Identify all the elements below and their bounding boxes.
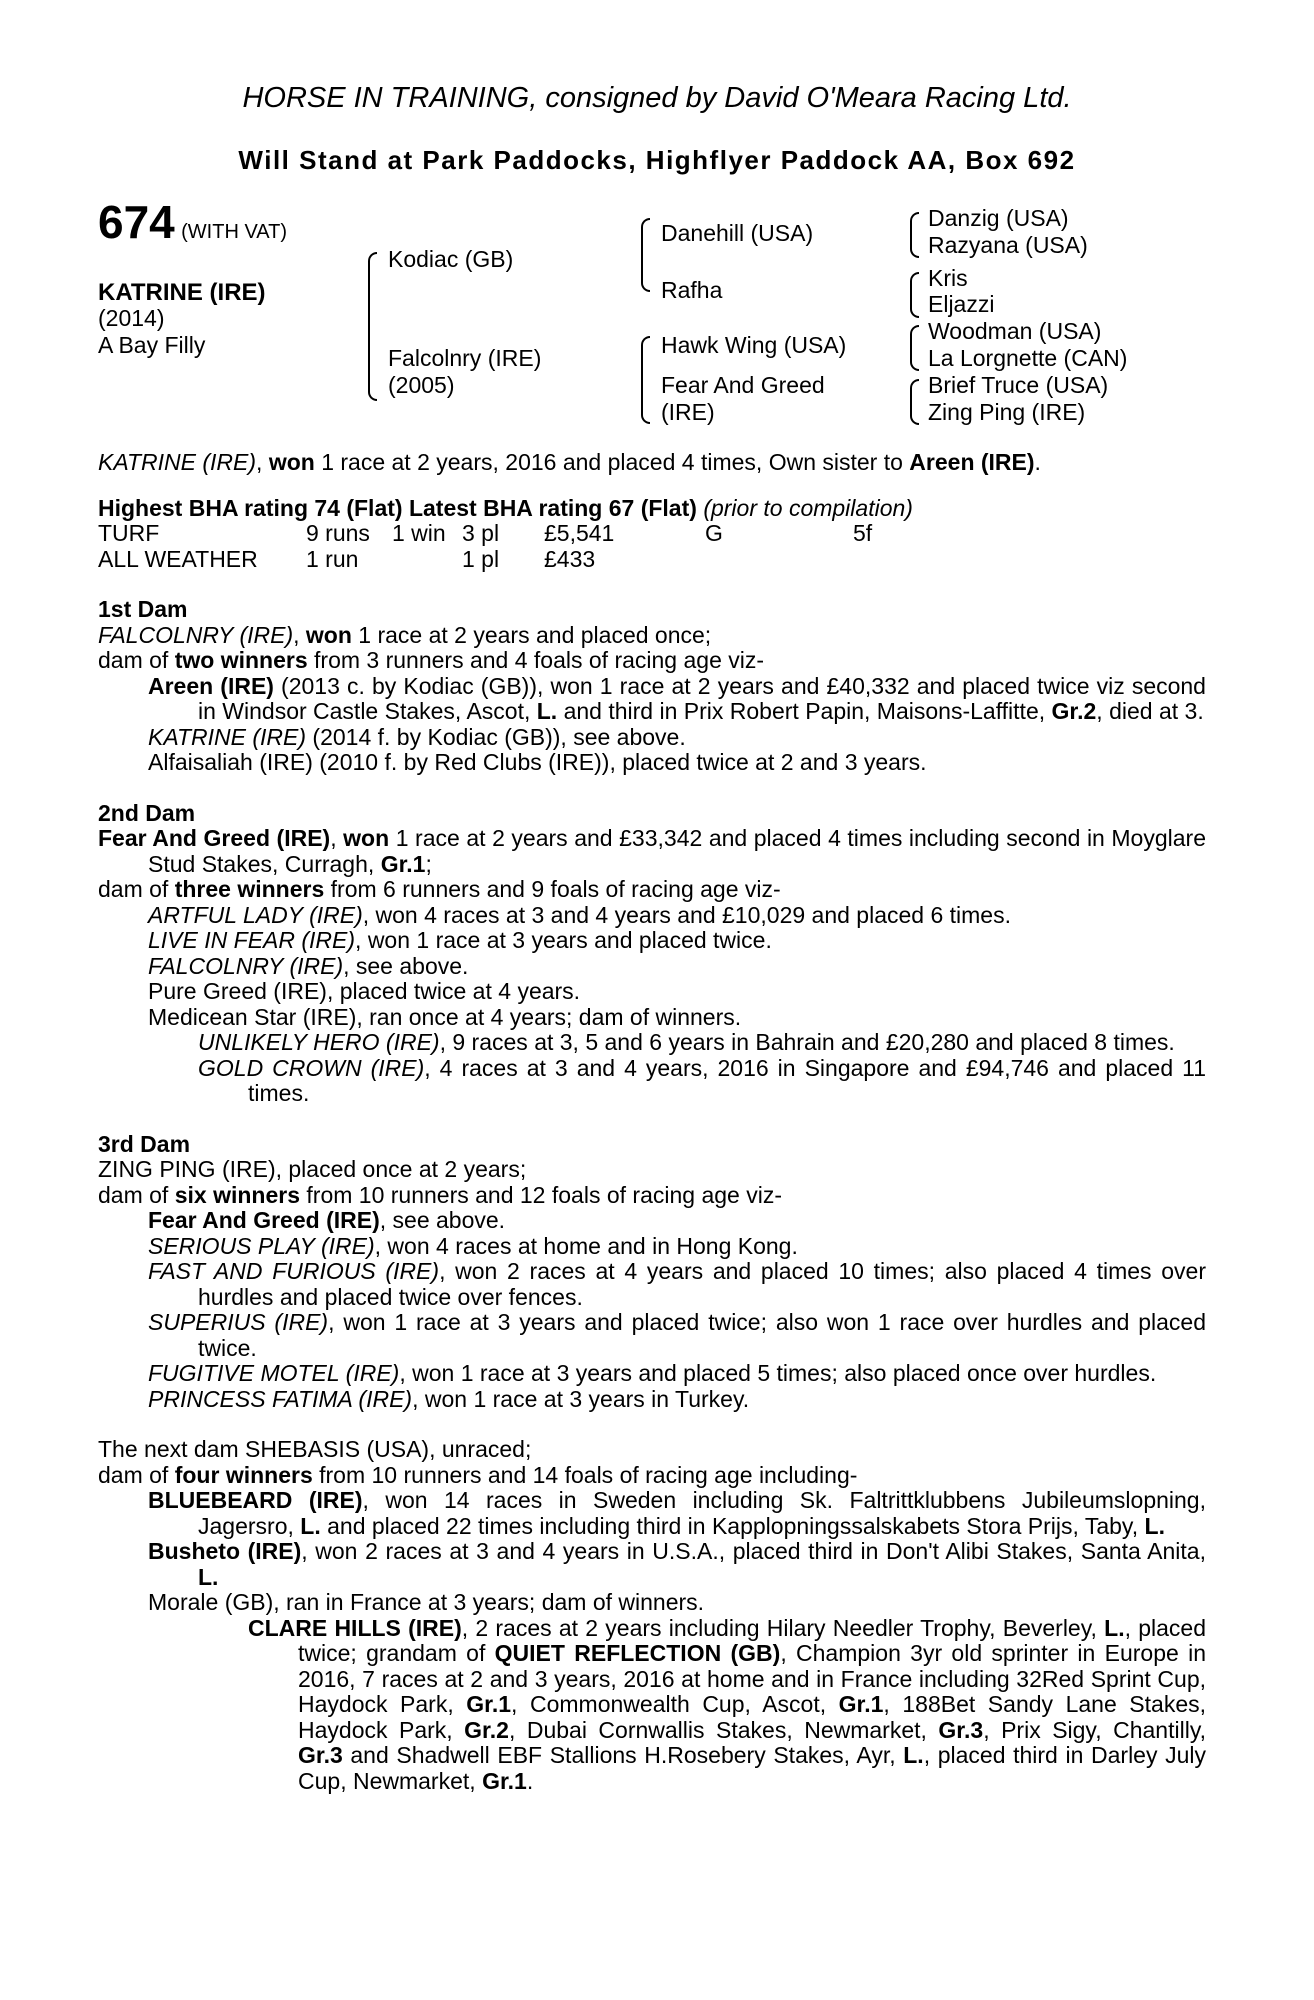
section-heading: 1st Dam <box>98 596 188 622</box>
dam-of-text: from 6 runners and 9 foals of racing age viz- <box>324 876 781 902</box>
brace <box>368 252 377 401</box>
progeny-text: and placed 22 times including third in Kapplopningssalskabets Stora Prijs, Taby, <box>320 1512 1145 1539</box>
brace <box>910 325 919 371</box>
dam-year: (2005) <box>388 372 455 398</box>
progeny-name: Fear And Greed (IRE) <box>148 1207 380 1233</box>
first-dam-section: 1st Dam FALCOLNRY (IRE), won 1 race at 2 years and placed once; dam of two winners from 3 runners and 4 foals of racing age viz- Areen (IRE) (2013 c. by Kodiac (GB)), won 1 race at 2 years and £40,332 and placed twice viz second in Windsor Castle Stakes, Ascot, L. and third in Prix Robert Papin, Maisons-Laffitte, Gr.2, died at 3. KATRINE (IRE) (2014 f. by Kodiac (GB)), see above. Alfaisaliah (IRE) (2010 f. by Red Clubs (IRE)), placed twice at 2 and 3 years. <box>98 596 1206 775</box>
brace <box>641 218 650 292</box>
sister-name: Areen (IRE) <box>909 449 1035 475</box>
summary-text: 1 race at 2 years, 2016 and placed 4 times, Own sister to <box>314 449 910 475</box>
ratings-block <box>98 496 1206 573</box>
record-cell: 9 runs <box>306 520 370 546</box>
progeny-text: , see above. <box>379 1207 506 1233</box>
progeny-name: PRINCESS FATIMA (IRE) <box>148 1385 413 1412</box>
sire: Kodiac (GB) <box>388 246 514 272</box>
progeny-name: FAST AND FURIOUS (IRE) <box>148 1258 440 1284</box>
grade: Gr.1 <box>380 850 426 877</box>
grade: L. <box>1144 1512 1165 1539</box>
record-row <box>98 547 1206 573</box>
pedigree-g3: Kris <box>928 265 968 291</box>
horse-name: KATRINE (IRE) <box>98 279 266 306</box>
progeny-text: , won 2 races at 4 years and placed 10 times; also placed 4 times over hurdles and placed twice over fences. <box>198 1258 1206 1310</box>
race-summary: KATRINE (IRE), won 1 race at 2 years, 2016 and placed 4 times, Own sister to Areen (IRE). <box>98 449 1041 475</box>
pedigree-g5: Woodman (USA) <box>928 318 1102 344</box>
progeny-text: , won 1 race at 3 years in Turkey. <box>412 1385 750 1412</box>
brace <box>641 336 650 424</box>
dam-text: ZING PING (IRE), placed once at 2 years; <box>98 1156 527 1182</box>
record-cell: TURF <box>98 520 160 546</box>
record-cell: G <box>705 520 723 546</box>
progeny-text: , died at 3. <box>1096 698 1204 724</box>
record-cell: 3 pl <box>462 520 500 546</box>
progeny-text: (2013 c. by Kodiac (GB)), won 1 race at 2 years and £40,332 and placed twice viz second in Windsor Castle Stakes, Ascot, <box>198 672 1206 724</box>
progeny-name: KATRINE (IRE) <box>148 723 307 750</box>
dam-of-text: from 10 runners and 14 foals of racing age including- <box>312 1461 858 1488</box>
dam-text: 1 race at 2 years and placed once; <box>351 621 712 648</box>
progeny-text: , won 14 races in Sweden including Sk. Faltrittklubbens Jubileumslopning, Jagersro, <box>198 1487 1206 1539</box>
progeny-entry: Morale (GB), ran in France at 3 years; dam of winners. <box>148 1589 705 1615</box>
second-dam-section: 2nd Dam Fear And Greed (IRE), won 1 race at 2 years and £33,342 and placed 4 times including second in Moyglare Stud Stakes, Curragh, Gr.1; dam of three winners from 6 runners and 9 foals of racing age viz- ARTFUL LADY (IRE), won 4 races at 3 and 4 years and £10,029 and placed 6 times. LIVE IN FEAR (IRE), won 1 race at 3 years and placed twice. FALCOLNRY (IRE), see above. Pure Greed (IRE), placed twice at 4 years. Medicean Star (IRE), ran once at 4 years; dam of winners. UNLIKELY HERO (IRE), 9 races at 3, 5 and 6 years in Bahrain and £20,280 and placed 8 times. GOLD CROWN (IRE), 4 races at 3 and 4 years, 2016 in Singapore and £94,746 and placed 11 times. <box>98 799 1206 1106</box>
dam-name: FALCOLNRY (IRE) <box>98 621 294 648</box>
progeny-name: CLARE HILLS (IRE) <box>248 1614 462 1641</box>
progeny-name: LIVE IN FEAR (IRE) <box>148 927 356 953</box>
grade: L. <box>536 698 558 724</box>
sire-sire: Danehill (USA) <box>661 220 814 246</box>
progeny-text: , 9 races at 3, 5 and 6 years in Bahrain and £20,280 and placed 8 times. <box>439 1029 1175 1055</box>
grade: L. <box>903 1742 924 1768</box>
record-cell: 1 run <box>306 545 359 572</box>
progeny-name: ARTFUL LADY (IRE) <box>148 901 363 928</box>
pedigree-g1: Danzig (USA) <box>928 205 1069 231</box>
progeny-name: GOLD CROWN (IRE) <box>198 1054 425 1081</box>
pedigree-g2: Razyana (USA) <box>928 232 1088 258</box>
progeny-name: FALCOLNRY (IRE) <box>148 952 344 979</box>
summary-name: KATRINE (IRE) <box>98 449 257 475</box>
stand-location: Will Stand at Park Paddocks, Highflyer Paddock AA, Box 692 <box>238 145 1076 175</box>
progeny-name: SUPERIUS (IRE) <box>148 1309 329 1335</box>
sire-dam: Rafha <box>661 277 723 303</box>
progeny-text: . <box>526 1767 534 1794</box>
dam-text: 1 race at 2 years and £33,342 and placed 4 times including second in Moyglare Stud Stakes, Curragh, <box>148 825 1206 877</box>
winners-count: three winners <box>174 876 325 902</box>
rating-note: (prior to compilation) <box>703 494 913 521</box>
section-heading: 2nd Dam <box>98 799 196 826</box>
grade: L. <box>198 1563 219 1590</box>
grade: Gr.3 <box>298 1742 343 1768</box>
progeny-name: QUIET REFLECTION (GB) <box>494 1640 781 1666</box>
dam-dam: Fear And Greed <box>661 372 825 398</box>
progeny-name: UNLIKELY HERO (IRE) <box>198 1029 440 1055</box>
record-cell: £433 <box>544 545 596 572</box>
record-cell: 1 win <box>392 520 446 546</box>
grade: L. <box>300 1512 321 1539</box>
progeny-text: , Dubai Cornwallis Stakes, Newmarket, <box>508 1716 939 1743</box>
dam-sire: Hawk Wing (USA) <box>661 332 847 358</box>
grade: Gr.2 <box>1051 698 1097 724</box>
winners-count: six winners <box>174 1181 300 1208</box>
record-cell: £5,541 <box>544 520 615 546</box>
dam-of: dam of <box>98 1181 175 1208</box>
next-dam-section <box>98 1437 1206 1794</box>
dam-of: dam of <box>98 1461 175 1488</box>
progeny-text: , won 1 race at 3 years and placed 5 times; also placed once over hurdles. <box>399 1360 1157 1386</box>
progeny-text: , placed twice; grandam of <box>298 1614 1206 1666</box>
lot-header <box>98 196 288 248</box>
won-label: won <box>268 449 315 475</box>
progeny-text: , 188Bet Sandy Lane Stakes, Haydock Park, <box>298 1691 1206 1743</box>
pedigree-g4: Eljazzi <box>928 291 995 317</box>
dam-of-text: from 10 runners and 12 foals of racing age viz- <box>300 1181 782 1208</box>
progeny-entry: Pure Greed (IRE), placed twice at 4 years. <box>148 978 581 1004</box>
third-dam-section <box>98 1132 1206 1413</box>
grade: Gr.3 <box>938 1716 984 1743</box>
progeny-text: , 2 races at 2 years including Hilary Needler Trophy, Beverley, <box>461 1614 1105 1641</box>
record-row <box>98 521 1206 547</box>
dam-text: The next dam SHEBASIS (USA), unraced; <box>98 1436 532 1462</box>
grade: Gr.1 <box>466 1691 512 1717</box>
vat-note: (WITH VAT) <box>181 221 288 243</box>
dam-text: ; <box>425 850 432 877</box>
progeny-name: FUGITIVE MOTEL (IRE) <box>148 1360 400 1386</box>
won-label: won <box>343 825 390 851</box>
progeny-text: , won 1 race at 3 years and placed twice. <box>355 927 772 953</box>
record-cell: 5f <box>853 520 873 546</box>
progeny-entry: Alfaisaliah (IRE) (2010 f. by Red Clubs (IRE)), placed twice at 2 and 3 years. <box>148 749 927 775</box>
rating-bold: Highest BHA rating 74 (Flat) Latest BHA rating 67 (Flat) <box>98 494 697 521</box>
won-label: won <box>305 621 352 648</box>
grade: L. <box>1104 1614 1125 1641</box>
grade: Gr.1 <box>482 1767 527 1794</box>
brace <box>910 212 919 258</box>
progeny-name: Areen (IRE) <box>148 672 274 699</box>
progeny-name: SERIOUS PLAY (IRE) <box>148 1232 375 1259</box>
pedigree-g6: La Lorgnette (CAN) <box>928 345 1128 371</box>
progeny-text: and third in Prix Robert Papin, Maisons-Laffitte, <box>557 698 1052 724</box>
dam-name: Fear And Greed (IRE) <box>98 825 331 851</box>
progeny-text: , Champion 3yr old sprinter in Europe in 2016, 7 races at 2 and 3 years, 2016 at home and in France including 32Red Sprint Cup, Haydock Park, <box>298 1640 1206 1717</box>
pedigree-g7: Brief Truce (USA) <box>928 372 1109 398</box>
progeny-text: (2014 f. by Kodiac (GB)), see above. <box>306 723 686 750</box>
record-cell <box>392 547 462 573</box>
dam: Falcolnry (IRE) <box>388 345 542 371</box>
dam-of: dam of <box>98 876 175 902</box>
winners-count: two winners <box>174 647 308 673</box>
winners-count: four winners <box>174 1461 313 1488</box>
section-heading: 3rd Dam <box>98 1130 191 1157</box>
brace <box>910 379 919 425</box>
progeny-name: BLUEBEARD (IRE) <box>148 1487 363 1513</box>
record-cell: 1 pl <box>462 545 500 572</box>
progeny-name: Busheto (IRE) <box>148 1538 302 1564</box>
lot-number: 674 <box>98 196 175 248</box>
grade: Gr.2 <box>464 1716 509 1743</box>
progeny-text: , placed third in Darley July Cup, Newmarket, <box>298 1742 1206 1794</box>
pedigree-g8: Zing Ping (IRE) <box>928 399 1086 425</box>
record-cell: ALL WEATHER <box>98 545 258 572</box>
page-title: HORSE IN TRAINING, consigned by David O'Meara Racing Ltd. <box>242 82 1072 114</box>
progeny-text: and Shadwell EBF Stallions H.Rosebery Stakes, Ayr, <box>342 1742 904 1768</box>
horse-year: (2014) <box>98 305 165 331</box>
progeny-text: , see above. <box>343 952 469 979</box>
progeny-text: , won 1 race at 3 years and placed twice; also won 1 race over hurdles and placed twice. <box>198 1309 1206 1361</box>
progeny-text: , 4 races at 3 and 4 years, 2016 in Singapore and £94,746 and placed 11 times. <box>248 1054 1206 1106</box>
progeny-entry: Medicean Star (IRE), ran once at 4 years; dam of winners. <box>148 1003 742 1030</box>
progeny-text: , Commonwealth Cup, Ascot, <box>511 1691 839 1717</box>
dam-of: dam of <box>98 647 175 673</box>
brace <box>910 272 919 318</box>
horse-description: A Bay Filly <box>98 332 206 358</box>
progeny-text: , won 4 races at home and in Hong Kong. <box>374 1232 798 1259</box>
progeny-text: , won 2 races at 3 and 4 years in U.S.A., placed third in Don't Alibi Stakes, Santa Anita, <box>301 1538 1206 1564</box>
dam-of-text: from 3 runners and 4 foals of racing age viz- <box>307 647 765 673</box>
dam-dam-country: (IRE) <box>661 399 715 425</box>
progeny-text: , Prix Sigy, Chantilly, <box>983 1716 1207 1743</box>
grade: Gr.1 <box>838 1691 884 1717</box>
progeny-text: , won 4 races at 3 and 4 years and £10,029 and placed 6 times. <box>362 901 1011 928</box>
summary-end: . <box>1034 449 1041 475</box>
